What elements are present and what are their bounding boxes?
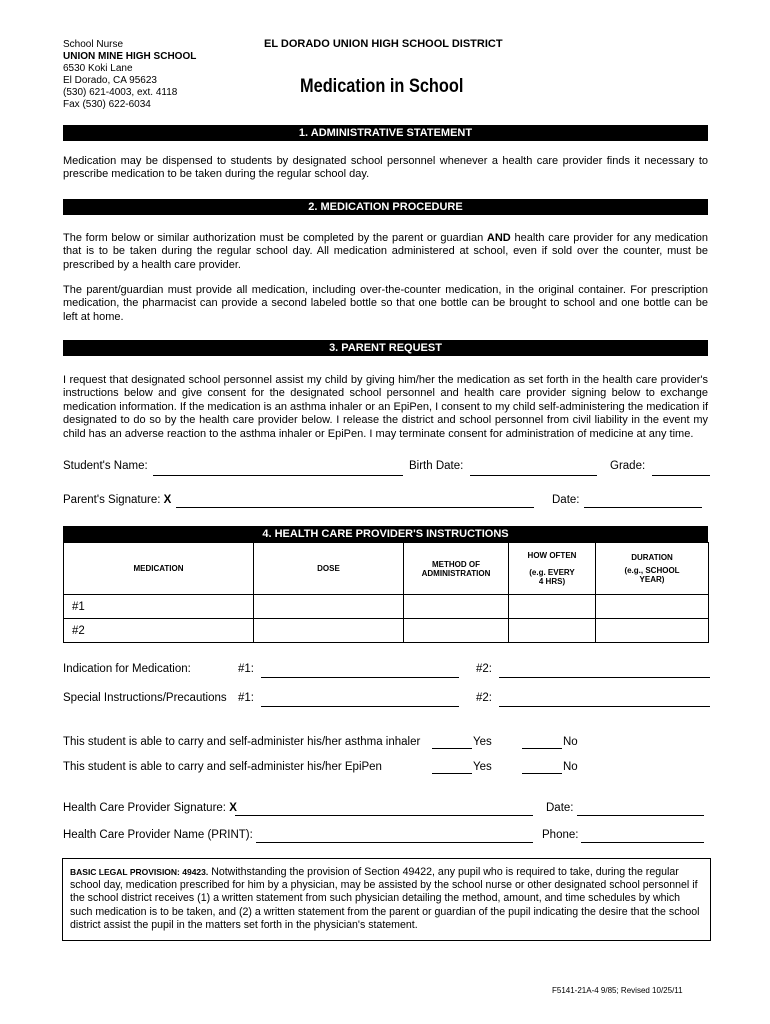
section-2-header: 2. MEDICATION PROCEDURE [63,199,708,215]
provider-name-label: Health Care Provider Name (PRINT): [63,829,253,841]
row-2-duration[interactable] [596,619,709,643]
district-name: EL DORADO UNION HIGH SCHOOL DISTRICT [264,38,503,50]
how-often-line-1: HOW OFTEN [527,551,577,560]
row-1-method[interactable] [404,595,509,619]
epipen-yes-label: Yes [473,761,492,773]
row-2-method[interactable] [404,619,509,643]
row-2-dose[interactable] [254,619,404,643]
section-1-header: 1. ADMINISTRATIVE STATEMENT [63,125,708,141]
section-1-text: Medication may be dispensed to students by designated school personnel whenever a health care provider finds it necessary to prescribe medication to be taken during the regular school day. [63,155,708,181]
form-code: F5141-21A-4 9/85; Revised 10/25/11 [552,986,683,995]
s2-text-a: The form below or similar authorization must be completed by the parent or guardian [63,232,487,244]
indication-num2-label: #2: [476,663,492,675]
student-name-label: Student's Name: [63,460,148,472]
row-1-duration[interactable] [596,595,709,619]
asthma-yes-label: Yes [473,736,492,748]
epipen-no-blank[interactable] [522,773,562,774]
col-dose: DOSE [254,543,404,595]
indication-2-field[interactable] [499,677,710,678]
student-name-field[interactable] [153,475,403,476]
duration-line-2: (e.g., SCHOOL [624,566,680,575]
grade-label: Grade: [610,460,646,472]
section-4-header: 4. HEALTH CARE PROVIDER'S INSTRUCTIONS [63,526,708,542]
col-method [404,543,509,595]
section-3-text: I request that designated school personnel assist my child by giving him/her the medication as set forth in the health care provider's instructions below and give consent for the designated school personnel and health care provider signing below to exchange medication information. If the medication is an asthma inhaler or an EpiPen, I consent to my child self-administering the medication if designated to do so by the health care provider below. I release the district and school personnel from civil liability in the event my child has an adverse reaction to the asthma inhaler or EpiPen. I may terminate consent for administration of medicine at any time. [63,374,708,440]
asthma-yes-blank[interactable] [432,748,472,749]
epipen-yes-blank[interactable] [432,773,472,774]
duration-line-3: YEAR) [639,575,665,584]
grade-field[interactable] [652,475,710,476]
school-contact-block [63,39,196,111]
asthma-no-blank[interactable] [522,748,562,749]
special-num1-label: #1: [238,692,254,704]
s2-text-b: health care provider for any medication that is to be taken during the regular school day. All medication administered at school, even if sold over the counter, must be prescribed by a health care provider. [63,232,708,271]
duration-line-1: DURATION [631,553,673,562]
provider-sig-text: Health Care Provider Signature: [63,802,230,814]
parent-sig-x: X [163,494,172,506]
epipen-statement: This student is able to carry and self-administer his/her EpiPen [63,761,382,773]
provider-phone-label: Phone: [542,829,579,841]
special-num2-label: #2: [476,692,492,704]
parent-date-label: Date: [552,494,580,506]
parent-sig-text: Parent's Signature: [63,494,164,506]
indication-label: Indication for Medication: [63,663,191,675]
indication-1-field[interactable] [261,677,459,678]
address-line: 6530 Koki Lane [63,63,133,74]
parent-date-field[interactable] [584,507,702,508]
row-2-how-often[interactable] [509,619,596,643]
section-2-paragraph-1 [63,232,708,272]
epipen-no-label: No [563,761,578,773]
row-1-medication[interactable]: #1 [64,595,254,619]
how-often-line-3: 4 HRS) [538,577,566,586]
provider-name-field[interactable] [256,842,533,843]
row-2-medication[interactable]: #2 [64,619,254,643]
legal-provision-box [62,858,711,941]
method-line-1: METHOD OF [432,559,480,569]
section-3-header: 3. PARENT REQUEST [63,340,708,356]
nurse-title: School Nurse [63,39,124,50]
phone-line: (530) 621-4003, ext. 4118 [63,87,178,98]
provider-date-label: Date: [546,802,574,814]
asthma-no-label: No [563,736,578,748]
school-name: UNION MINE HIGH SCHOOL [63,51,197,62]
provider-signature-label [63,802,237,814]
special-2-field[interactable] [499,706,710,707]
parent-signature-field[interactable] [176,507,534,508]
birth-date-field[interactable] [470,475,597,476]
row-1-dose[interactable] [254,595,404,619]
row-1-how-often[interactable] [509,595,596,619]
medication-table [63,542,709,643]
col-duration [596,543,709,595]
table-row [64,595,709,619]
how-often-line-2: (e.g. EVERY [529,568,575,577]
asthma-statement: This student is able to carry and self-administer his/her asthma inhaler [63,736,421,748]
table-row [64,619,709,643]
provider-sig-x: X [229,802,237,814]
table-header-row [64,543,709,595]
col-medication: MEDICATION [64,543,254,595]
city-line: El Dorado, CA 95623 [63,75,157,86]
provider-phone-field[interactable] [581,842,704,843]
special-instructions-label: Special Instructions/Precautions [63,692,227,704]
s2-text-bold: AND [486,232,511,244]
section-2-paragraph-2: The parent/guardian must provide all medication, including over-the-counter medication, in the original container. For prescription medication, the pharmacist can provide a second labeled bottle so that one bottle can be brought to school and one bottle can be left at home. [63,284,708,323]
legal-text: Notwithstanding the provision of Section 49422, any pupil who is required to take, during the regular school day, medication prescribed for him by a physician, may be assisted by the school nurse or other designated school personnel if the school district receives (1) a written statement from such physician detailing the method, amount, and time schedules by which such medication is to be taken, and (2) a written statement from the parent or guardian of the pupil indicating the desire that the school district assist the pupil in the matters set forth in the physician's statement. [70,866,700,931]
fax-line: Fax (530) 622-6034 [63,99,151,110]
legal-label: BASIC LEGAL PROVISION: 49423. [70,867,209,877]
provider-signature-field[interactable] [235,815,533,816]
method-line-2: ADMINISTRATION [421,568,491,578]
indication-num1-label: #1: [238,663,254,675]
col-how-often [509,543,596,595]
page-title: Medication in School [300,76,464,97]
birth-date-label: Birth Date: [409,460,464,472]
special-1-field[interactable] [261,706,459,707]
provider-date-field[interactable] [577,815,704,816]
parent-signature-label [63,494,171,506]
